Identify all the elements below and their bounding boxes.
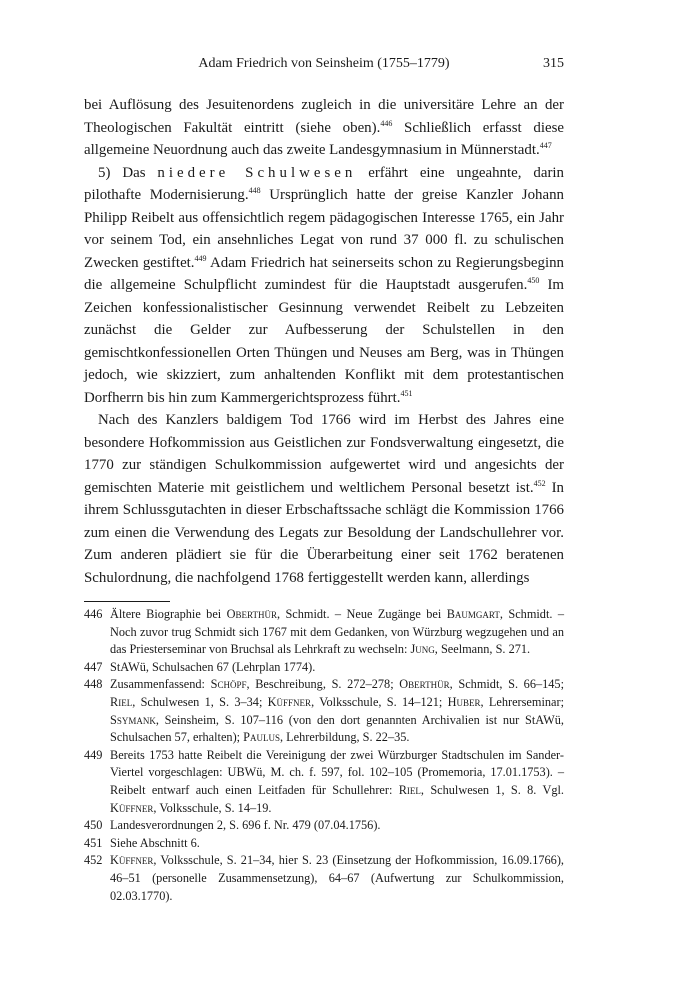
running-header [84,56,564,82]
book-page [84,56,564,905]
footnote-449: 449 Bereits 1753 hatte Reibelt die Vereinigung der zwei Würzburger Stadtschulen im Sander-Viertel vorgeschlagen: UBWü, M. ch. f. 597, fol. 102–105 (Promemoria, 17.01.1753). – Reibelt entwarf auch einen Leitfaden für Schullehrer: Riel, Schulwesen 1, S. 8. Vgl. Küffner, Volksschule, S. 14–19. [84,747,565,815]
footnote-451: 451 Siehe Abschnitt 6. [84,835,564,853]
footnote-number: 448 [84,677,103,692]
footnote-ref-447[interactable]: 447 [539,141,552,151]
running-title: Adam Friedrich von Seinsheim (1755–1779) [198,56,450,71]
paragraph-1: bei Auflösung des Jesuitenordens zugleich in die universitäre Lehre an der Theologischen Fakultät eintritt (siehe oben).$^{446}$ Schließlich erfasst diese allgemeine Neuordnung auch das zweite Landesgymnasium in Münnerstadt.$^{447}$ [84,97,564,158]
footnote-number: 450 [84,818,103,833]
footnote-452: 452 Küffner, Volksschule, S. 21–34, hier S. 23 (Einsetzung der Hofkommission, 16.09.1766), 46–51 (personelle Zusammensetzung), 64–67 (Aufwertung zur Schulkommission, 02.03.1770). [84,853,564,903]
footnote-ref-446[interactable]: 446 [380,118,393,128]
footnote-450: 450 Landesverordnungen 2, S. 696 f. Nr. 479 (07.04.1756). [84,817,564,835]
footnote-ref-450[interactable]: 450 [527,276,540,286]
main-text [84,94,564,589]
footnote-number: 446 [84,607,103,621]
footnote-number: 451 [84,835,103,850]
footnote-number: 452 [84,853,103,868]
footnotes [84,606,564,905]
spaced-emphasis: niedere Schulwesen [157,164,357,181]
footnote-ref-452[interactable]: 452 [533,478,546,488]
footnote-ref-451[interactable]: 451 [400,388,413,398]
footnote-separator [84,601,170,602]
footnote-number: 447 [84,659,103,674]
footnote-448: 448 Zusammenfassend: Schöpf, Beschreibung, S. 272–278; Oberthür, Schmidt, S. 66–145; Riel, Schulwesen 1, S. 3–34; Küffner, Volksschule, S. 14–121; Huber, Lehrerseminar; Ssymank, Seinsheim, S. 107–116 (von den dort genannten Archivalien ist nur StAWü, Schulsachen 57, erhalten); Paulus, Lehrerbildung, S. 22–35. [84,677,564,745]
paragraph-3: Nach des Kanzlers baldigem Tod 1766 wird im Herbst des Jahres eine besondere Hofkommission aus Geistlichen zur Fondsverwaltung eingesetzt, die 1770 zur ständigen Schulkommission aufgewertet wird und angesichts der gemischten Materie mit geistlichem und weltlichem Personal besetzt ist.$^{452}$ In ihrem Schlussgutachten in dieser Erbschaftssache schlägt die Kommission 1766 zum einen die Verwendung des Legats zur Besoldung der Landschullehrer vor. Zum anderen plädiert sie für die Überarbeitung einer seit 1762 beratenen Schulordnung, die nachfolgend 1768 fertiggestellt werden kann, allerdings [84,412,564,586]
footnote-number: 449 [84,747,103,762]
page-number: 315 [543,56,564,71]
footnote-446: 446 Ältere Biographie bei Oberthür, Schmidt. – Neue Zugänge bei Baumgart, Schmidt. – Noch zuvor trug Schmidt sich 1767 mit dem Gedanken, von Würzburg wegzugehen und an das Priesterseminar von Bruchsal als Lehrkraft zu wechseln: Jung, Seelmann, S. 271. [84,607,565,657]
paragraph-2: 5) Das niedere Schulwesen erfährt eine ungeahnte, darin pilothafte Modernisierung.$^{448}$ Ursprünglich hatte der greise Kanzler Johann Philipp Reibelt aus offensichtlich regem pädagogischen Interesse 1765, ein Jahr vor seinem Tod, ein ansehnliches Legat von rund 37 000 fl. zu schulischen Zwecken gestiftet.$^{449}$ Adam Friedrich hat seinerseits schon zu Regierungsbeginn die allgemeine Schulpflicht zumindest für die Hauptstadt ausgerufen.$^{450}$ Im Zeichen konfessionalistischer Gesinnung verwendet Reibelt zu Lebzeiten zunächst die Gelder zur Aufbesserung der Schulstellen in den gemischtkonfessionellen Orten Thüngen und Neuses am Berg, was in Thüngen jedoch, wie skizziert, zum anhaltenden Konflikt mit dem protestantischen Dorfherrn bis hin zum Kammergerichtsprozess führt.$^{451}$ [84,164,565,406]
footnote-ref-448[interactable]: 448 [248,186,261,196]
footnote-447: 447 StAWü, Schulsachen 67 (Lehrplan 1774). [84,659,564,677]
footnote-ref-449[interactable]: 449 [194,253,207,263]
